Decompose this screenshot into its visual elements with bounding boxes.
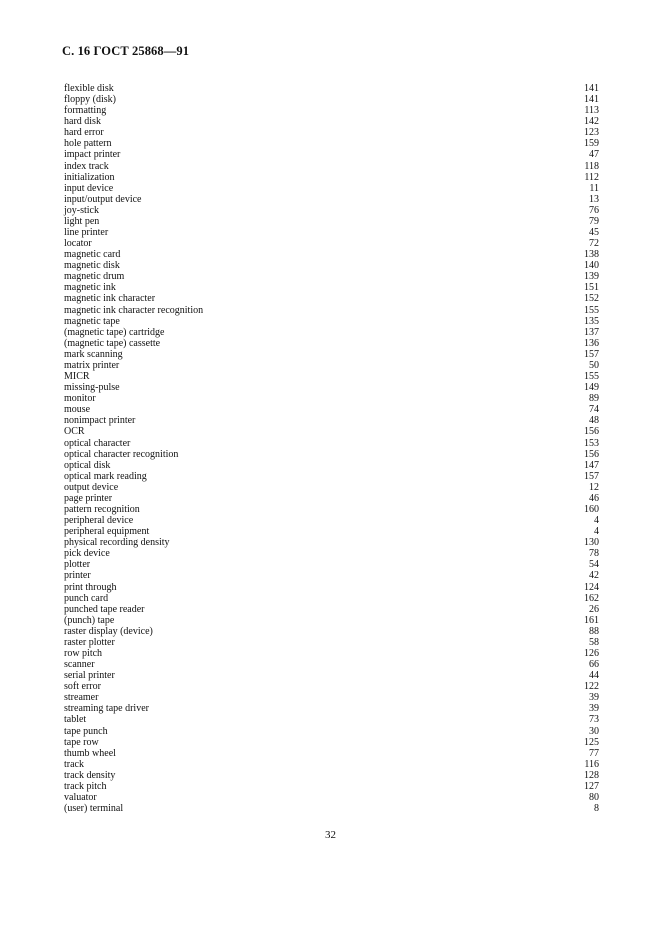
index-entry xyxy=(64,692,599,703)
index-entry xyxy=(64,515,599,526)
index-entry xyxy=(64,737,599,748)
index-term-number: 151 xyxy=(584,282,599,294)
index-term: (user) terminal xyxy=(64,803,124,815)
index-term-number: 112 xyxy=(584,171,599,183)
index-term: missing-pulse xyxy=(64,382,120,394)
index-term-number: 48 xyxy=(589,415,599,427)
index-entry xyxy=(64,759,599,770)
index-term-number: 141 xyxy=(584,94,599,106)
index-term-number: 125 xyxy=(584,736,599,748)
index-entry xyxy=(64,105,599,116)
index-term: magnetic ink xyxy=(64,282,116,294)
index-entry xyxy=(64,803,599,814)
index-term-number: 155 xyxy=(584,371,599,383)
index-entry xyxy=(64,559,599,570)
index-term-number: 11 xyxy=(589,182,599,194)
index-term: tape row xyxy=(64,736,99,748)
index-entry xyxy=(64,637,599,648)
index-term: optical mark reading xyxy=(64,470,147,482)
index-term: light pen xyxy=(64,215,100,227)
index-term-number: 54 xyxy=(589,559,599,571)
index-term-number: 79 xyxy=(589,215,599,227)
index-term: (magnetic tape) cartridge xyxy=(64,326,165,338)
index-term: (punch) tape xyxy=(64,614,115,626)
index-term: magnetic ink character xyxy=(64,293,156,305)
index-term: (magnetic tape) cassette xyxy=(64,337,161,349)
index-entry xyxy=(64,205,599,216)
index-term-number: 149 xyxy=(584,382,599,394)
index-term: optical character recognition xyxy=(64,448,179,460)
index-term-number: 4 xyxy=(594,515,599,527)
index-term: optical disk xyxy=(64,459,111,471)
index-term-number: 30 xyxy=(589,725,599,737)
index-term-number: 26 xyxy=(589,603,599,615)
index-entry xyxy=(64,327,599,338)
index-term: raster plotter xyxy=(64,636,115,648)
term-index-list xyxy=(64,83,599,814)
index-term: page printer xyxy=(64,492,113,504)
index-entry xyxy=(64,748,599,759)
index-term-number: 123 xyxy=(584,127,599,139)
index-term-number: 142 xyxy=(584,116,599,128)
index-term-number: 80 xyxy=(589,792,599,803)
index-term: track pitch xyxy=(64,780,107,792)
index-entry xyxy=(64,227,599,238)
index-term-number: 152 xyxy=(584,293,599,305)
index-term: plotter xyxy=(64,559,91,571)
index-term: magnetic card xyxy=(64,249,121,261)
index-entry xyxy=(64,570,599,581)
index-entry xyxy=(64,149,599,160)
index-term-number: 47 xyxy=(589,149,599,161)
index-term: hard error xyxy=(64,127,104,139)
index-term-number: 157 xyxy=(584,470,599,482)
index-entry xyxy=(64,316,599,327)
index-term: formatting xyxy=(64,105,107,117)
index-term-number: 4 xyxy=(594,526,599,538)
index-entry xyxy=(64,615,599,626)
index-entry xyxy=(64,260,599,271)
index-term-number: 77 xyxy=(589,747,599,759)
index-term: printer xyxy=(64,570,91,582)
index-term-number: 147 xyxy=(584,459,599,471)
index-term: pattern recognition xyxy=(64,503,140,515)
index-entry xyxy=(64,582,599,593)
index-term: MICR xyxy=(64,371,90,383)
index-entry xyxy=(64,349,599,360)
index-term-number: 42 xyxy=(589,570,599,582)
index-term-number: 161 xyxy=(584,614,599,626)
index-entry xyxy=(64,172,599,183)
index-term: peripheral device xyxy=(64,515,134,527)
index-term: OCR xyxy=(64,426,85,438)
index-entry xyxy=(64,360,599,371)
index-entry xyxy=(64,449,599,460)
index-term: initialization xyxy=(64,171,115,183)
index-term: optical character xyxy=(64,437,131,449)
index-term-number: 78 xyxy=(589,548,599,560)
index-term-number: 141 xyxy=(584,83,599,94)
index-term-number: 130 xyxy=(584,537,599,549)
index-entry xyxy=(64,703,599,714)
index-term-number: 116 xyxy=(584,758,599,770)
index-term: track xyxy=(64,758,84,770)
index-term: matrix printer xyxy=(64,359,120,371)
index-term: raster display (device) xyxy=(64,625,153,637)
index-entry xyxy=(64,681,599,692)
index-entry xyxy=(64,648,599,659)
index-term-number: 89 xyxy=(589,393,599,405)
index-term: serial printer xyxy=(64,670,115,682)
index-term-number: 157 xyxy=(584,348,599,360)
index-term: streaming tape driver xyxy=(64,703,149,715)
index-term: physical recording density xyxy=(64,537,170,549)
index-entry xyxy=(64,714,599,725)
index-term: magnetic tape xyxy=(64,315,120,327)
index-term-number: 153 xyxy=(584,437,599,449)
index-term-number: 88 xyxy=(589,625,599,637)
index-entry xyxy=(64,393,599,404)
index-term: impact printer xyxy=(64,149,121,161)
index-term: monitor xyxy=(64,393,96,405)
index-term-number: 138 xyxy=(584,249,599,261)
index-term-number: 44 xyxy=(589,670,599,682)
index-term: streamer xyxy=(64,692,99,704)
index-entry xyxy=(64,781,599,792)
index-term-number: 137 xyxy=(584,326,599,338)
index-entry xyxy=(64,282,599,293)
index-term-number: 136 xyxy=(584,337,599,349)
index-entry xyxy=(64,83,599,94)
index-term: joy-stick xyxy=(64,204,99,216)
index-entry xyxy=(64,249,599,260)
index-term: scanner xyxy=(64,659,95,671)
index-term: track density xyxy=(64,769,116,781)
index-term-number: 127 xyxy=(584,780,599,792)
index-term-number: 66 xyxy=(589,659,599,671)
index-entry xyxy=(64,271,599,282)
index-term-number: 128 xyxy=(584,769,599,781)
index-term: floppy (disk) xyxy=(64,94,116,106)
index-entry xyxy=(64,371,599,382)
index-entry xyxy=(64,482,599,493)
index-entry xyxy=(64,670,599,681)
index-entry xyxy=(64,94,599,105)
index-term-number: 155 xyxy=(584,304,599,316)
index-term-number: 135 xyxy=(584,315,599,327)
index-entry xyxy=(64,770,599,781)
index-term: input device xyxy=(64,182,114,194)
index-term: index track xyxy=(64,160,109,172)
index-entry xyxy=(64,161,599,172)
index-entry xyxy=(64,238,599,249)
index-term-number: 72 xyxy=(589,238,599,250)
index-entry xyxy=(64,593,599,604)
index-entry xyxy=(64,183,599,194)
index-entry xyxy=(64,116,599,127)
index-term: magnetic drum xyxy=(64,271,125,283)
index-entry xyxy=(64,493,599,504)
index-entry xyxy=(64,404,599,415)
index-entry xyxy=(64,792,599,803)
index-term-number: 58 xyxy=(589,636,599,648)
index-term-number: 139 xyxy=(584,271,599,283)
index-term: punch card xyxy=(64,592,109,604)
index-entry xyxy=(64,526,599,537)
index-term: thumb wheel xyxy=(64,747,116,759)
index-entry xyxy=(64,382,599,393)
index-term-number: 8 xyxy=(594,803,599,815)
index-term: peripheral equipment xyxy=(64,526,150,538)
index-term: valuator xyxy=(64,792,97,803)
index-term-number: 118 xyxy=(584,160,599,172)
index-term-number: 156 xyxy=(584,448,599,460)
index-entry xyxy=(64,659,599,670)
index-entry xyxy=(64,194,599,205)
index-term-number: 160 xyxy=(584,503,599,515)
index-term-number: 39 xyxy=(589,703,599,715)
index-entry xyxy=(64,537,599,548)
index-term-number: 45 xyxy=(589,227,599,239)
index-term-number: 39 xyxy=(589,692,599,704)
index-entry xyxy=(64,626,599,637)
index-entry xyxy=(64,415,599,426)
index-term-number: 74 xyxy=(589,404,599,416)
index-entry xyxy=(64,216,599,227)
index-entry xyxy=(64,293,599,304)
index-term: flexible disk xyxy=(64,83,114,94)
page-header: С. 16 ГОСТ 25868—91 xyxy=(62,44,190,58)
index-term-number: 76 xyxy=(589,204,599,216)
index-entry xyxy=(64,604,599,615)
index-term: magnetic disk xyxy=(64,260,120,272)
index-term-number: 162 xyxy=(584,592,599,604)
index-entry xyxy=(64,726,599,737)
index-term: locator xyxy=(64,238,92,250)
index-term-number: 13 xyxy=(589,193,599,205)
index-term-number: 12 xyxy=(589,481,599,493)
index-entry xyxy=(64,504,599,515)
index-term: input/output device xyxy=(64,193,142,205)
index-term-number: 126 xyxy=(584,647,599,659)
index-entry xyxy=(64,471,599,482)
index-term-number: 159 xyxy=(584,138,599,150)
index-term-number: 73 xyxy=(589,714,599,726)
index-term: tape punch xyxy=(64,725,108,737)
index-term: tablet xyxy=(64,714,87,726)
index-term-number: 156 xyxy=(584,426,599,438)
index-term-number: 113 xyxy=(584,105,599,117)
index-entry xyxy=(64,138,599,149)
index-term-number: 122 xyxy=(584,681,599,693)
index-entry xyxy=(64,338,599,349)
index-term: mouse xyxy=(64,404,91,416)
index-term-number: 124 xyxy=(584,581,599,593)
index-entry xyxy=(64,426,599,437)
index-term-number: 46 xyxy=(589,492,599,504)
index-term: pick device xyxy=(64,548,110,560)
index-term: line printer xyxy=(64,227,109,239)
index-term-number: 50 xyxy=(589,359,599,371)
index-term: hole pattern xyxy=(64,138,112,150)
index-term: hard disk xyxy=(64,116,101,128)
page-number: 32 xyxy=(325,829,336,841)
index-term: punched tape reader xyxy=(64,603,145,615)
index-term: output device xyxy=(64,481,119,493)
index-entry xyxy=(64,460,599,471)
index-entry xyxy=(64,305,599,316)
index-term: mark scanning xyxy=(64,348,123,360)
index-entry xyxy=(64,548,599,559)
index-term: print through xyxy=(64,581,117,593)
index-term: row pitch xyxy=(64,647,103,659)
index-entry xyxy=(64,127,599,138)
index-term: magnetic ink character recognition xyxy=(64,304,204,316)
index-entry xyxy=(64,438,599,449)
index-term-number: 140 xyxy=(584,260,599,272)
index-term: nonimpact printer xyxy=(64,415,136,427)
index-term: soft error xyxy=(64,681,101,693)
